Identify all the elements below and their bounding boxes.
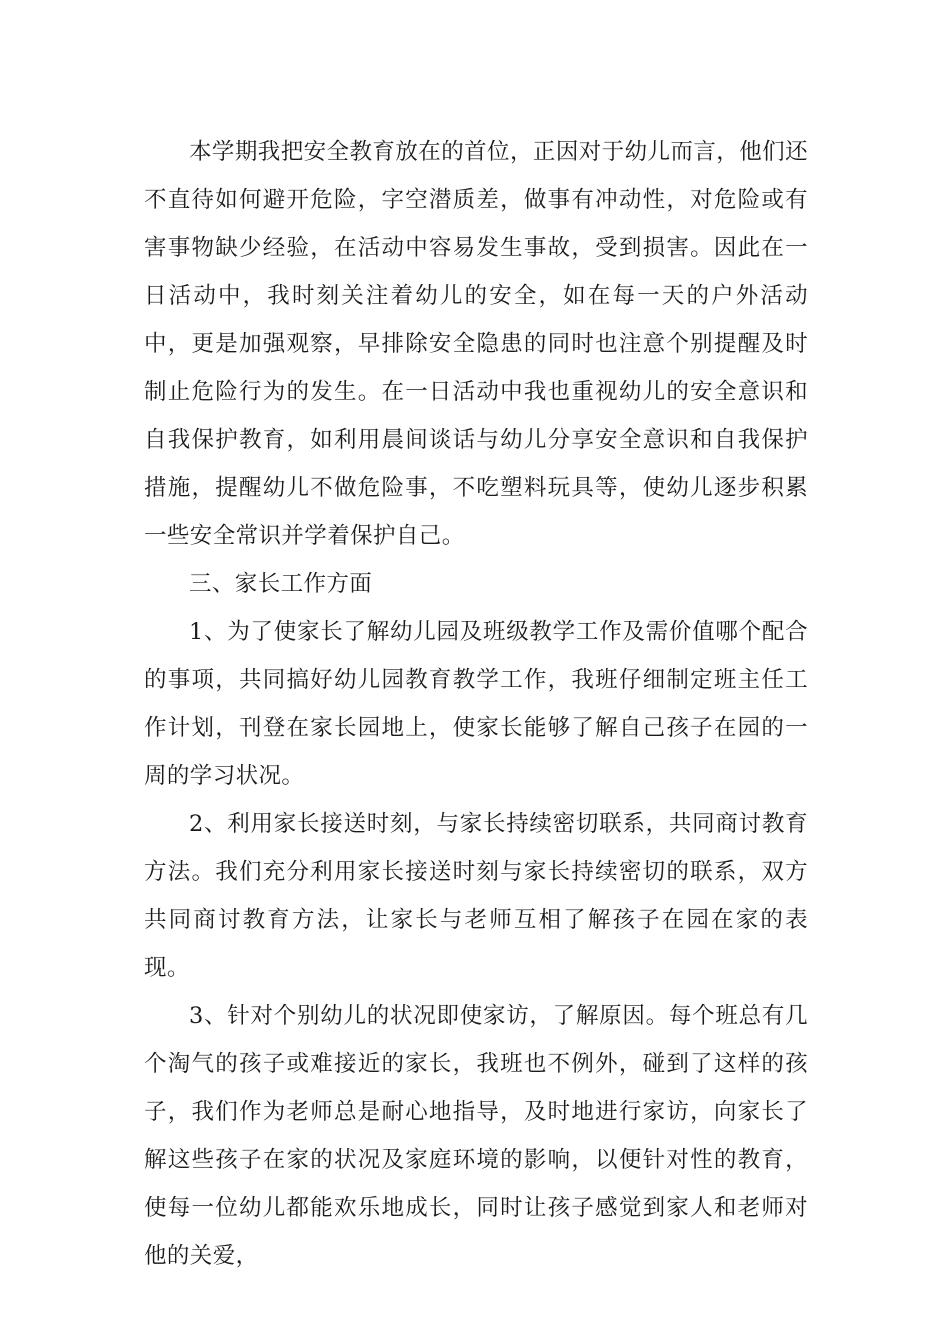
paragraph-item-3: 3、针对个别幼儿的状况即使家访，了解原因。每个班总有几个淘气的孩子或难接近的家长，我班也不例外，碰到了这样的孩子，我们作为老师总是耐心地指导，及时地进行家访，向家长了解这些孩子在家的状况及家庭环境的影响，以便针对性的教育，使每一位幼儿都能欢乐地成长，同时让孩子感觉到家人和老师对他的关爱， bbox=[144, 1003, 808, 1269]
paragraph-item-1: 1、为了使家长了解幼儿园及班级教学工作及需价值哪个配合的事项，共同搞好幼儿园教育教学工作，我班仔细制定班主任工作计划，刊登在家长园地上，使家长能够了解自己孩子在园的一周的学习状况。 bbox=[144, 619, 808, 789]
paragraph-safety-education: 本学期我把安全教育放在的首位，正因对于幼儿而言，他们还不直待如何避开危险，字空潜质差，做事有冲动性，对危险或有害事物缺少经验，在活动中容易发生事故，受到损害。因此在一日活动中，我时刻关注着幼儿的安全，如在每一天的户外活动中，更是加强观察，早排除安全隐患的同时也注意个别提醒及时制止危险行为的发生。在一日活动中我也重视幼儿的安全意识和自我保护教育，如利用晨间谈话与幼儿分享安全意识和自我保护措施，提醒幼儿不做危险事，不吃塑料玩具等，使幼儿逐步积累一些安全常识并学着保护自己。 bbox=[144, 139, 808, 549]
section-heading-parent-work: 三、家长工作方面 bbox=[189, 571, 373, 597]
paragraph-item-2: 2、利用家长接送时刻，与家长持续密切联系，共同商讨教育方法。我们充分利用家长接送时刻与家长持续密切的联系，双方共同商讨教育方法，让家长与老师互相了解孩子在园在家的表现。 bbox=[144, 811, 808, 981]
document-body bbox=[144, 128, 808, 1280]
